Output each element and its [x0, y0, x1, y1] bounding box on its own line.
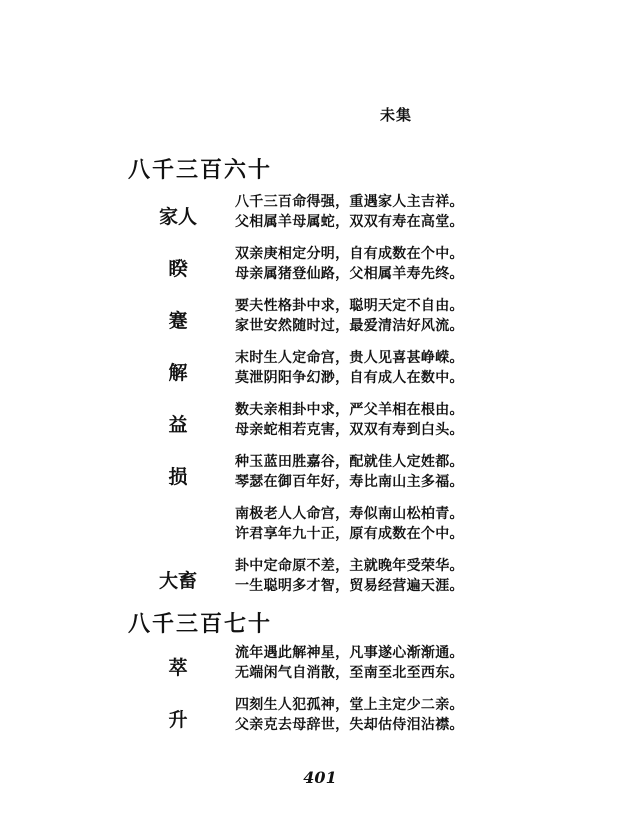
verse-line: 四刻生人犯孤神，堂上主定少二亲。 [235, 697, 464, 713]
verse [235, 296, 464, 336]
hexagram-name: 升 [168, 709, 188, 731]
verse [235, 244, 464, 284]
entry [0, 244, 640, 286]
verse-line: 父亲克去母辞世，失却估侍泪沾襟。 [235, 717, 464, 733]
hexagram-name: 家人 [158, 206, 197, 228]
verse [235, 452, 464, 492]
verse [235, 400, 464, 440]
hexagram-name: 睽 [168, 258, 188, 280]
hexagram-name: 解 [168, 362, 188, 384]
hexagram-name: 萃 [168, 657, 188, 679]
verse-line: 卦中定命原不差，主就晚年受荣华。 [235, 558, 464, 574]
verse-line: 流年遇此解神星，凡事遂心渐渐通。 [235, 645, 464, 661]
entry [0, 643, 640, 685]
verse [235, 556, 464, 596]
hexagram-name: 损 [168, 466, 188, 488]
verse-line: 末时生人定命宫，贵人见喜甚峥嵘。 [235, 350, 464, 366]
verse-line: 要夫性格卦中求，聪明天定不自由。 [235, 298, 464, 314]
verse-line: 无端闲气自消散，至南至北至西东。 [235, 665, 464, 681]
entry [0, 400, 640, 442]
verse-line: 八千三百命得强，重遇家人主吉祥。 [235, 194, 464, 210]
verse-line: 父相属羊母属蛇，双双有寿在高堂。 [235, 214, 464, 230]
entry [0, 504, 640, 546]
verse [235, 695, 464, 735]
hexagram-name: 蹇 [168, 310, 188, 332]
verse-line: 家世安然随时过，最爱清洁好风流。 [235, 318, 464, 334]
entry [0, 556, 640, 598]
section-heading: 八千三百七十 [128, 611, 273, 637]
verse-line: 许君享年九十正，原有成数在个中。 [235, 526, 464, 542]
entry [0, 695, 640, 737]
entry [0, 192, 640, 234]
verse [235, 643, 464, 683]
entry [0, 348, 640, 390]
verse-line: 母亲属猪登仙路，父相属羊寿先终。 [235, 266, 464, 282]
entry [0, 296, 640, 338]
hexagram-name: 大畜 [158, 570, 197, 592]
section-heading: 八千三百六十 [128, 157, 273, 183]
verse-line: 母亲蛇相若克害，双双有寿到白头。 [235, 422, 464, 438]
running-header: 未集 [380, 106, 413, 124]
verse [235, 192, 464, 232]
verse-line: 数夫亲相卦中求，严父羊相在根由。 [235, 402, 464, 418]
entry [0, 452, 640, 494]
verse-line: 莫泄阴阳争幻渺，自有成人在数中。 [235, 370, 464, 386]
verse-line: 一生聪明多才智，贸易经营遍天涯。 [235, 578, 464, 594]
hexagram-name: 益 [168, 414, 188, 436]
verse-line: 双亲庚相定分明，自有成数在个中。 [235, 246, 464, 262]
page-number: 401 [303, 768, 337, 787]
verse [235, 348, 464, 388]
verse-line: 琴瑟在御百年好，寿比南山主多福。 [235, 474, 464, 490]
verse-line: 南极老人人命宫，寿似南山松柏青。 [235, 506, 464, 522]
verse-line: 种玉蓝田胜嘉谷，配就佳人定姓都。 [235, 454, 464, 470]
verse [235, 504, 464, 544]
